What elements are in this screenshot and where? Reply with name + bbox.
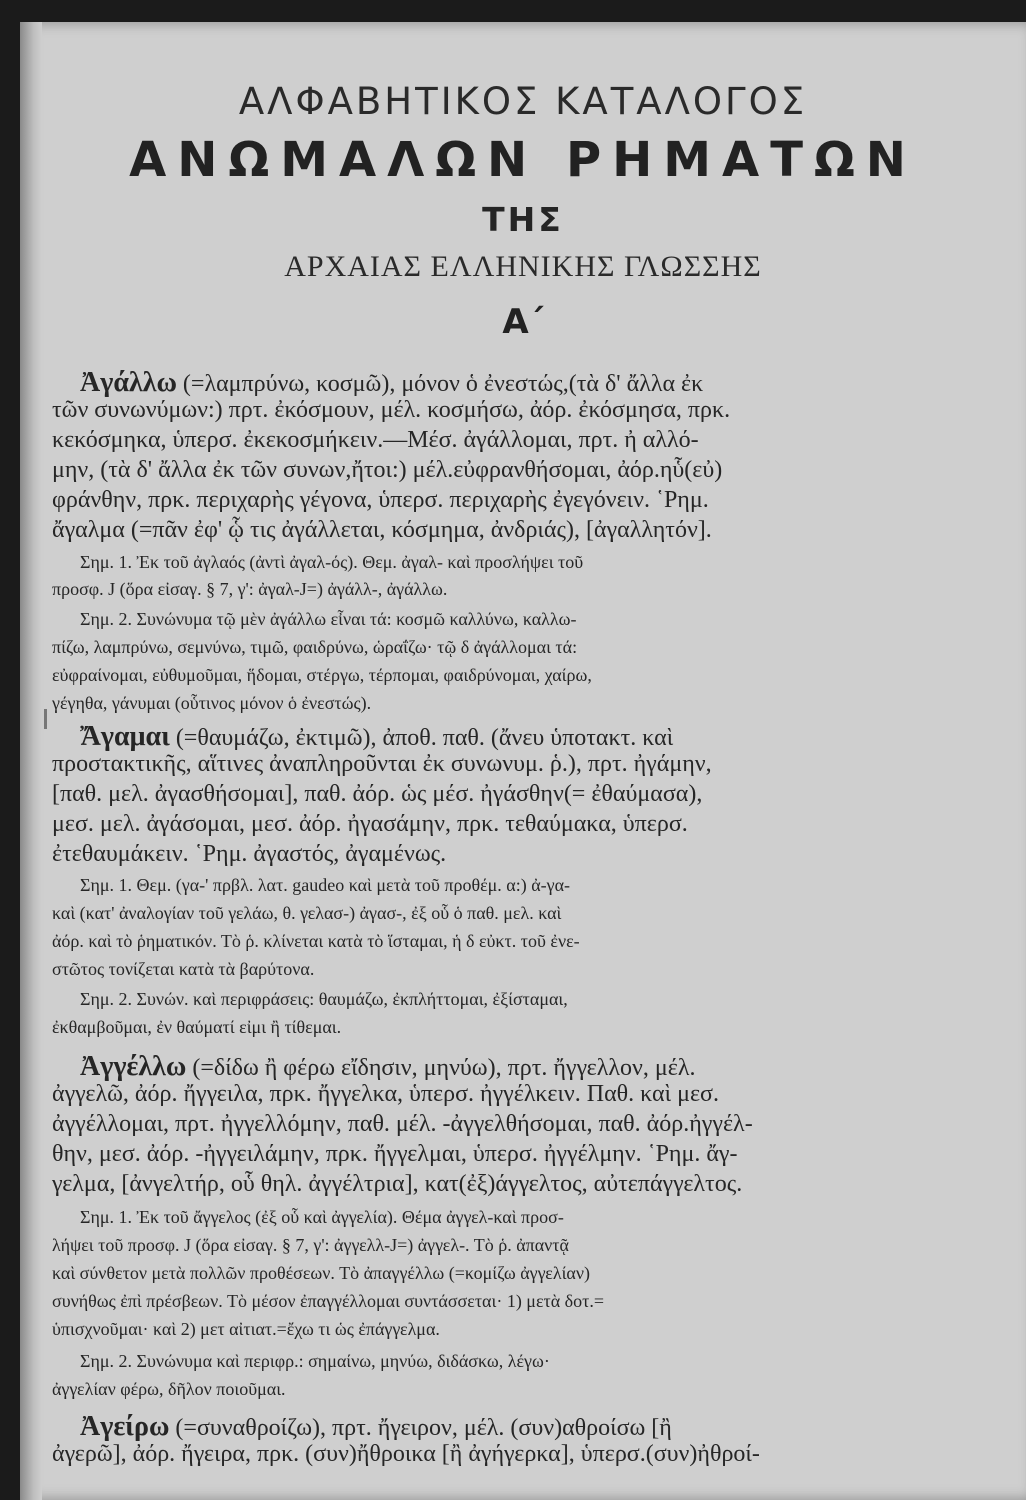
entry-line [80,367,703,399]
line-text: Σημ. 2. Συνών. καὶ περιφράσεις: θαυμάζω, ἐκπλήττομαι, ἐξίσταμαι, [80,989,568,1009]
note-line [52,665,592,686]
catalog-language: ΑΡΧΑΙΑΣ ΕΛΛΗΝΙΚΗΣ ΓΛΩΣΣΗΣ [284,250,762,283]
entry-line [52,397,730,424]
line-text: ἀγερῶ], ἀόρ. ἤγειρα, πρκ. (συν)ἤθροικα [ἢ ἀγήγερκα], ὑπερσ.(συν)ἠθροί- [52,1441,760,1467]
line-text: μην, (τὰ δ' ἄλλα ἐκ τῶν συνων,ἤτοι:) μέλ.εὐφρανθήσομαι, ἀόρ.ηὗ(εὐ) [52,457,723,483]
headword: Ἀγάλλω [80,367,177,398]
line-text: Σημ. 2. Συνώνυμα τῷ μὲν ἀγάλλω εἶναι τά: κοσμῶ καλλύνω, καλλω- [80,609,577,629]
note-line [52,1379,286,1400]
entry-line [52,811,688,838]
line-text: (=λαμπρύνω, κοσμῶ), μόνον ὁ ἐνεστώς,(τὰ δ' ἄλλα ἐκ [182,371,704,397]
note-line [52,931,580,952]
note-line [80,1351,550,1372]
entry-line [52,427,699,454]
line-text: προσφ. J (ὅρα εἰσαγ. § 7, γ': ἀγαλ-J=) ἀγάλλ-, ἀγάλλω. [52,579,448,599]
entry-line [52,457,722,484]
note-line [52,1319,440,1340]
note-line [52,1017,341,1038]
entry-line [52,841,446,868]
line-text: γέγηθα, γάνυμαι (οὗτινος μόνον ὁ ἐνεστώς). [52,693,372,713]
note-line [52,959,314,980]
note-line [80,989,568,1010]
line-text: [παθ. μελ. ἀγασθήσομαι], παθ. ἀόρ. ὡς μέσ. ἠγάσθην(= ἐθαύμασα), [52,781,703,807]
line-text: συνήθως ἐπὶ πρέσβεων. Τὸ μέσον ἐπαγγέλλομαι συντάσσεται· 1) μετὰ δοτ.= [52,1291,605,1311]
page-spine [20,22,42,1500]
line-text: τῶν συνωνύμων:) πρτ. ἐκόσμουν, μέλ. κοσμήσω, ἀόρ. ἐκόσμησα, πρκ. [52,397,731,423]
note-line [52,1235,569,1256]
entry-line [52,1081,719,1108]
entry-line [52,517,712,544]
line-text: ἐτεθαυμάκειν. ῾Ρημ. ἀγαστός, ἀγαμένως. [52,841,447,867]
line-text: προστακτικῆς, αἵτινες ἀναπληροῦνται ἐκ συνωνυμ. ῥ.), πρτ. ἠγάμην, [52,751,712,777]
line-text: ὑπισχνοῦμαι· καὶ 2) μετ αἰτιατ.=ἔχω τι ὡς ἐπάγγελμα. [52,1319,440,1339]
catalog-subtitle: ΑΝΩΜΑΛΩΝ ΡΗΜΑΤΩΝ [129,132,917,188]
entry-line [80,1051,695,1083]
entry-line [52,781,702,808]
line-text: φράνθην, πρκ. περιχαρὴς γέγονα, ὑπερσ. περιχαρὴς ἐγεγόνειν. ῾Ρημ. [52,487,709,513]
entry-line [80,721,673,753]
line-text: Σημ. 2. Συνώνυμα καὶ περιφρ.: σημαίνω, μηνύω, διδάσκω, λέγω· [80,1351,550,1371]
line-text: ἀγγελῶ, ἀόρ. ἤγγειλα, πρκ. ἤγγελκα, ὑπερσ. ἠγγέλκειν. Παθ. καὶ μεσ. [52,1081,719,1107]
line-text: εὐφραίνομαι, εὐθυμοῦμαι, ἥδομαι, στέργω, τέρπομαι, φαιδρύνομαι, χαίρω, [52,665,592,685]
line-text: λήψει τοῦ προσφ. J (ὅρα εἰσαγ. § 7, γ': ἀγγελλ-J=) ἀγγελ-. Τὸ ῥ. ἀπαντᾷ [52,1235,569,1255]
line-text: ἀγγέλλομαι, πρτ. ἠγγελλόμην, παθ. μέλ. -ἀγγελθήσομαι, παθ. ἀόρ.ἠγγέλ- [52,1111,753,1137]
line-text: (=δίδω ἢ φέρω εἴδησιν, μηνύω), πρτ. ἤγγελλον, μέλ. [192,1055,696,1081]
section-letter: Α΄ [502,302,544,342]
note-line [52,579,447,600]
line-text: ἐκθαμβοῦμαι, ἐν θαύματί εἰμι ἢ τίθεμαι. [52,1017,342,1037]
catalog-connector: ΤΗΣ [482,200,564,239]
headword: Ἀγείρω [80,1411,170,1442]
note-line [80,1207,564,1228]
entry-line [52,1441,760,1468]
note-line [80,609,576,630]
note-line [80,875,570,896]
line-text: μεσ. μελ. ἀγάσομαι, μεσ. ἀόρ. ἠγασάμην, πρκ. τεθαύμακα, ὑπερσ. [52,811,688,837]
margin-mark [44,709,47,729]
note-line [52,1291,604,1312]
line-text: Σημ. 1. Θεμ. (γα-' πρβλ. λατ. gaudeo καὶ μετὰ τοῦ προθέμ. α:) ἀ-γα- [80,875,571,895]
note-line [52,903,561,924]
catalog-title: ΑΛΦΑΒΗΤΙΚΟΣ ΚΑΤΑΛΟΓΟΣ [238,80,808,123]
line-text: (=συναθροίζω), πρτ. ἤγειρον, μέλ. (συν)αθροίσω [ἢ [175,1415,672,1441]
entry-line [52,487,709,514]
line-text: Σημ. 1. Ἐκ τοῦ ἄγγελος (ἐξ οὗ καὶ ἀγγελία). Θέμα ἀγγελ-καὶ προσ- [80,1207,564,1227]
entry-line [52,1141,738,1168]
line-text: ἀγγελίαν φέρω, δῆλον ποιοῦμαι. [52,1379,286,1399]
book-page [20,22,1026,1500]
line-text: ἄγαλμα (=πᾶν ἐφ' ᾧ τις ἀγάλλεται, κόσμημα, ἀνδριάς), [ἀγαλλητόν]. [52,517,712,543]
headword: Ἄγαμαι [80,721,170,752]
note-line [52,637,577,658]
entry-line [80,1411,672,1443]
note-line [52,1263,590,1284]
line-text: Σημ. 1. Ἐκ τοῦ ἀγλαός (ἀντὶ ἀγαλ-ός). Θεμ. ἀγαλ- καὶ προσλήψει τοῦ [80,552,584,572]
line-text: κεκόσμηκα, ὑπερσ. ἐκεκοσμήκειν.—Μέσ. ἀγάλλομαι, πρτ. ἠ αλλό- [52,427,699,453]
note-line [80,552,583,573]
line-text: στῶτος τονίζεται κατὰ τὰ βαρύτονα. [52,959,315,979]
line-text: γελμα, [ἀνγελτήρ, οὗ θηλ. ἀγγέλτρια], κατ(ἐξ)άγγελτος, αὐτεπάγγελτος. [52,1171,743,1197]
line-text: καὶ (κατ' ἀναλογίαν τοῦ γελάω, θ. γελασ-) ἀγασ-, ἐξ οὗ ὁ παθ. μελ. καὶ [52,903,562,923]
line-text: θην, μεσ. ἀόρ. -ἠγγειλάμην, πρκ. ἤγγελμαι, ὑπερσ. ἠγγέλμην. ῾Ρημ. ἄγ- [52,1141,738,1167]
note-line [52,693,371,714]
line-text: καὶ σύνθετον μετὰ πολλῶν προθέσεων. Τὸ ἀπαγγέλλω (=κομίζω ἀγγελίαν) [52,1263,590,1283]
headword: Ἀγγέλλω [80,1051,187,1082]
line-text: (=θαυμάζω, ἐκτιμῶ), ἀποθ. παθ. (ἄνευ ὑποτακτ. καὶ [175,725,674,751]
line-text: ἀόρ. καὶ τὸ ῥηματικόν. Τὸ ῥ. κλίνεται κατὰ τὸ ἵσταμαι, ἡ δ εὐκτ. τοῦ ἐνε- [52,931,580,951]
entry-line [52,1171,742,1198]
line-text: πίζω, λαμπρύνω, σεμνύνω, τιμῶ, φαιδρύνω, ὡραΐζω· τῷ δ ἀγάλλομαι τά: [52,637,578,657]
entry-line [52,1111,753,1138]
entry-line [52,751,712,778]
